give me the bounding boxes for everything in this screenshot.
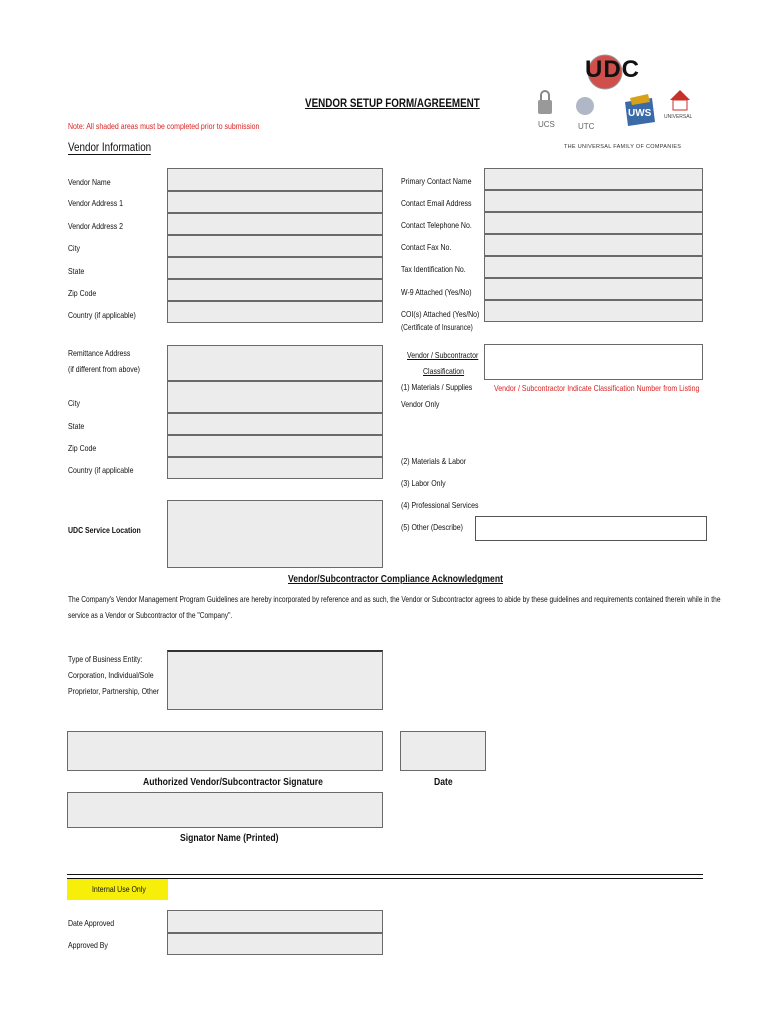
- service-location-label: UDC Service Location: [68, 525, 141, 535]
- internal-use-label: Internal Use Only: [92, 884, 146, 894]
- remittance-address-label: Remittance Address: [68, 348, 131, 358]
- zip-code-input[interactable]: [167, 279, 383, 301]
- country-input[interactable]: [167, 301, 383, 323]
- date-approved-input[interactable]: [167, 910, 383, 933]
- logo-sub-utc: UTC: [578, 122, 595, 131]
- state-input[interactable]: [167, 257, 383, 279]
- vendor-address1-input[interactable]: [167, 191, 383, 213]
- logo-sub-universal: UNIVERSAL: [664, 114, 693, 120]
- primary-contact-name-input[interactable]: [484, 168, 703, 190]
- service-location-input[interactable]: [167, 500, 383, 568]
- classification-number-input[interactable]: [484, 344, 703, 380]
- coi-attached-label: COI(s) Attached (Yes/No): [401, 309, 480, 319]
- state-label: State: [68, 266, 85, 276]
- remittance-address-input[interactable]: [167, 345, 383, 381]
- remit-city-label: City: [68, 398, 81, 408]
- vendor-address2-input[interactable]: [167, 213, 383, 235]
- classification-option-4: (4) Professional Services: [401, 500, 479, 510]
- vendor-address1-label: Vendor Address 1: [68, 198, 124, 208]
- business-entity-label-1: Type of Business Entity:: [68, 654, 143, 664]
- contact-email-label: Contact Email Address: [401, 198, 472, 208]
- tax-id-input[interactable]: [484, 256, 703, 278]
- remit-country-input[interactable]: [167, 457, 383, 479]
- remit-zip-label: Zip Code: [68, 443, 97, 453]
- remit-state-input[interactable]: [167, 413, 383, 435]
- w9-attached-label: W-9 Attached (Yes/No): [401, 287, 472, 297]
- vendor-information-heading: Vendor Information: [68, 140, 152, 154]
- vendor-name-input[interactable]: [167, 168, 383, 191]
- signature-input[interactable]: [67, 731, 383, 771]
- remit-country-label: Country (if applicable: [68, 465, 134, 475]
- shaded-areas-note: Note: All shaded areas must be completed prior to submission: [68, 121, 260, 131]
- company-logo: [530, 50, 693, 160]
- tax-id-label: Tax Identification No.: [401, 264, 466, 274]
- business-entity-label-3: Proprietor, Partnership, Other: [68, 686, 160, 696]
- classification-label-2: Classification: [423, 366, 465, 376]
- compliance-text-line2: service as a Vendor or Subcontractor of the "Company".: [68, 610, 233, 620]
- classification-instruction: Vendor / Subcontractor Indicate Classification Number from Listing: [494, 383, 700, 393]
- contact-telephone-input[interactable]: [484, 212, 703, 234]
- logo-tagline: THE UNIVERSAL FAMILY OF COMPANIES: [564, 144, 682, 150]
- primary-contact-name-label: Primary Contact Name: [401, 176, 472, 186]
- compliance-text-line1: The Company's Vendor Management Program Guidelines are hereby incorporated by reference and as such, the Vendor or Subcontractor agrees to abide by these guidelines and requirements contained therein while in the: [68, 594, 721, 604]
- form-title: VENDOR SETUP FORM/AGREEMENT: [305, 96, 480, 110]
- contact-fax-input[interactable]: [484, 234, 703, 256]
- vendor-name-label: Vendor Name: [68, 177, 111, 187]
- signator-name-input[interactable]: [67, 792, 383, 828]
- other-describe-input[interactable]: [475, 516, 707, 541]
- date-approved-label: Date Approved: [68, 918, 115, 928]
- signature-label: Authorized Vendor/Subcontractor Signature: [143, 776, 323, 788]
- date-label: Date: [434, 776, 453, 788]
- zip-code-label: Zip Code: [68, 288, 97, 298]
- classification-option-1a: (1) Materials / Supplies: [401, 382, 473, 392]
- remittance-note-label: (if different from above): [68, 364, 140, 374]
- remit-city-input[interactable]: [167, 381, 383, 413]
- classification-option-1b: Vendor Only: [401, 399, 440, 409]
- approved-by-input[interactable]: [167, 933, 383, 955]
- remit-state-label: State: [68, 421, 85, 431]
- compliance-heading: Vendor/Subcontractor Compliance Acknowledgment: [288, 573, 503, 585]
- coi-note: (Certificate of Insurance): [401, 323, 473, 332]
- date-input[interactable]: [400, 731, 486, 771]
- business-entity-label-2: Corporation, Individual/Sole: [68, 670, 154, 680]
- contact-fax-label: Contact Fax No.: [401, 242, 452, 252]
- classification-label-1: Vendor / Subcontractor: [407, 350, 479, 360]
- signator-name-label: Signator Name (Printed): [180, 832, 279, 844]
- approved-by-label: Approved By: [68, 940, 108, 950]
- classification-option-2: (2) Materials & Labor: [401, 456, 467, 466]
- remit-zip-input[interactable]: [167, 435, 383, 457]
- classification-option-5: (5) Other (Describe): [401, 522, 463, 532]
- logo-main-text: UDC: [585, 56, 640, 83]
- w9-attached-input[interactable]: [484, 278, 703, 300]
- country-label: Country (if applicable): [68, 310, 136, 320]
- contact-email-input[interactable]: [484, 190, 703, 212]
- logo-sub-ucs: UCS: [538, 120, 555, 129]
- logo-sub-uws: UWS: [628, 108, 652, 119]
- vendor-address2-label: Vendor Address 2: [68, 221, 124, 231]
- business-entity-input[interactable]: [167, 650, 383, 710]
- city-label: City: [68, 243, 81, 253]
- city-input[interactable]: [167, 235, 383, 257]
- classification-option-3: (3) Labor Only: [401, 478, 446, 488]
- coi-attached-input[interactable]: [484, 300, 703, 322]
- contact-telephone-label: Contact Telephone No.: [401, 220, 472, 230]
